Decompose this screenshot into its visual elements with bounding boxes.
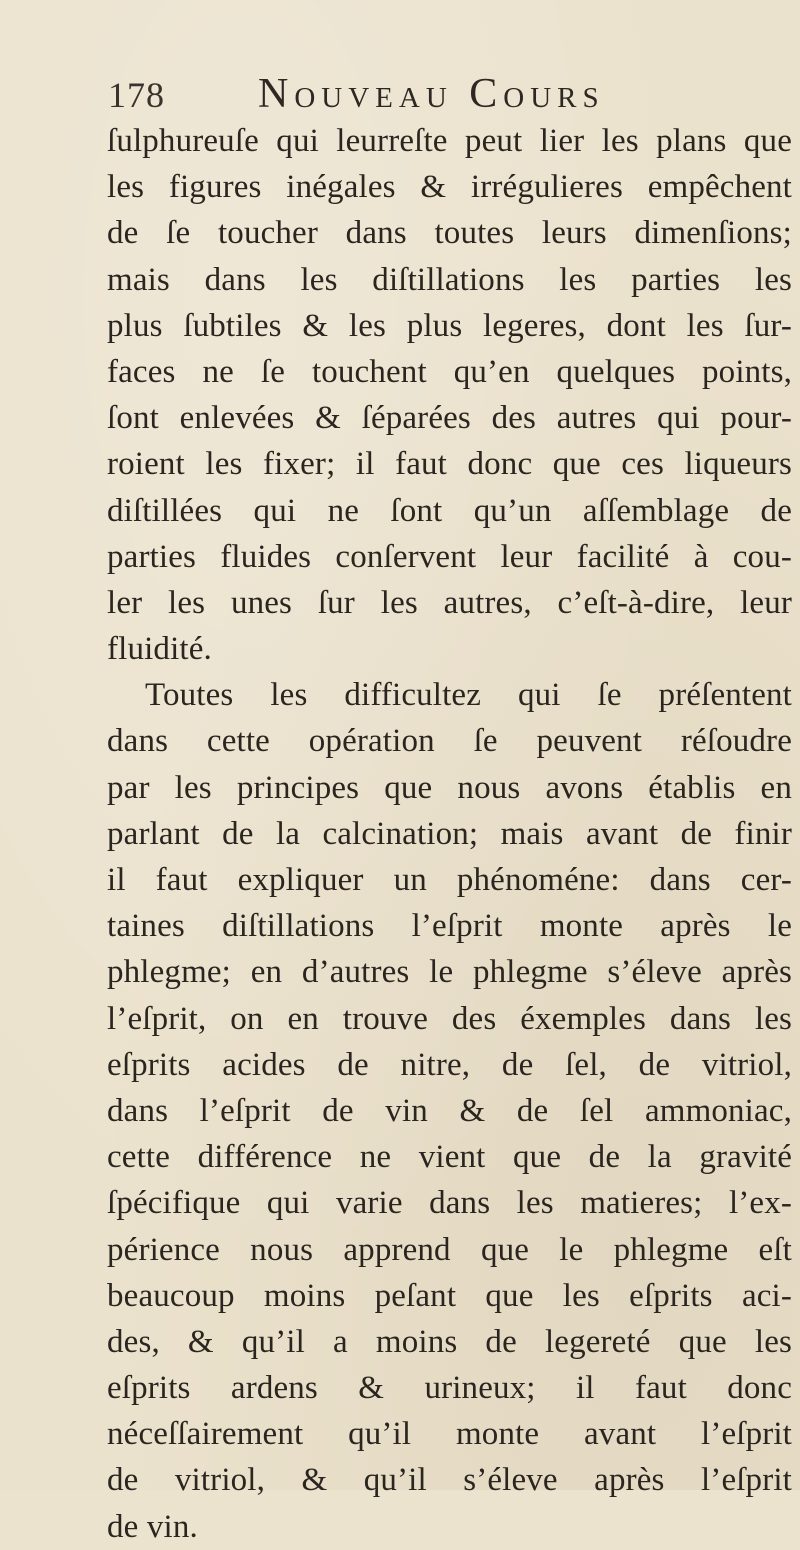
text-line: cette différence ne vient que de la gravité [107, 1139, 792, 1176]
text-line: de vitriol, & qu’il s’éleve après l’eſprit [107, 1462, 792, 1499]
text-line: parlant de la calcination; mais avant de finir [107, 815, 792, 852]
text-line: eſprits acides de nitre, de ſel, de vitriol, [107, 1046, 792, 1083]
text-line: des, & qu’il a moins de legereté que les [107, 1323, 792, 1360]
text-line: ler les unes ſur les autres, c’eſt-à-dire, leur [107, 584, 792, 621]
body-text [107, 118, 792, 1550]
text-line: les figures inégales & irrégulieres empêchent [107, 169, 792, 206]
text-line: diſtillées qui ne ſont qu’un aſſemblage de [107, 492, 792, 529]
page-number: 178 [108, 75, 165, 115]
text-line: dans cette opération ſe peuvent réſoudre [107, 723, 792, 760]
text-line: ſont enlevées & ſéparées des autres qui pour- [107, 400, 792, 437]
text-line: phlegme; en d’autres le phlegme s’éleve après [107, 954, 792, 991]
text-line: parties fluides conſervent leur facilité à cou- [107, 538, 792, 575]
text-line: ſpécifique qui varie dans les matieres; l’ex- [107, 1185, 792, 1222]
text-line: eſprits ardens & urineux; il faut donc [107, 1370, 792, 1407]
text-line: dans l’eſprit de vin & de ſel ammoniac, [107, 1092, 792, 1129]
text-line: plus ſubtiles & les plus legeres, dont les ſur- [107, 307, 792, 344]
paragraph-start-line: Toutes les difficultez qui ſe préſentent [145, 677, 792, 714]
text-line: l’eſprit, on en trouve des éxemples dans les [107, 1000, 792, 1037]
text-line: par les principes que nous avons établis en [107, 769, 792, 806]
text-line: ſulphureuſe qui leurreſte peut lier les plans que [107, 123, 792, 159]
running-title: Nouveau Cours [258, 71, 605, 117]
text-line: mais dans les diſtillations les parties les [107, 261, 792, 298]
text-line: fluidité. [107, 631, 212, 668]
text-line: néceſſairement qu’il monte avant l’eſprit [107, 1416, 792, 1453]
text-line: de vin. [107, 1508, 198, 1545]
text-line: de ſe toucher dans toutes leurs dimenſions; [107, 215, 792, 252]
text-line: taines diſtillations l’eſprit monte après le [107, 908, 792, 945]
text-line: périence nous apprend que le phlegme eſt [107, 1231, 792, 1268]
text-line: beaucoup moins peſant que les eſprits aci- [107, 1277, 792, 1314]
text-line: il faut expliquer un phénoméne: dans cer- [107, 862, 792, 898]
text-line: faces ne ſe touchent qu’en quelques points, [107, 353, 792, 390]
text-line: roient les fixer; il faut donc que ces liqueurs [107, 446, 792, 483]
